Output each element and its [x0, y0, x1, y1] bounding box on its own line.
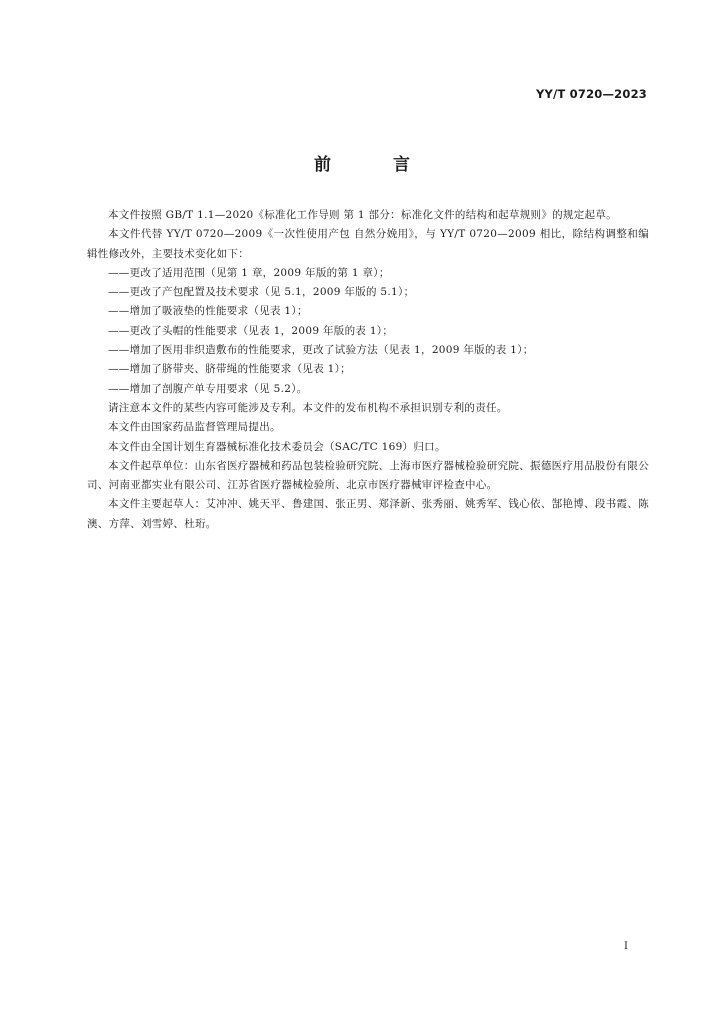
- paragraph-drafting-rule: 本文件按照 GB/T 1.1—2020《标准化工作导则 第 1 部分：标准化文件的结构和起草规则》的规定起草。: [108, 209, 617, 221]
- page-title: 前 言: [314, 155, 438, 175]
- foreword-body: [87, 206, 649, 534]
- change-item: ——更改了产包配置及技术要求（见 5.1，2009 年版的 5.1）；: [108, 286, 415, 299]
- document-code: YY/T 0720—2023: [535, 87, 647, 101]
- page-number: I: [624, 941, 628, 952]
- change-item: ——更改了适用范围（见第 1 章，2009 年版的第 1 章）；: [108, 266, 390, 279]
- paragraph-drafters: 本文件主要起草人：艾冲冲、姚天平、鲁建国、张正男、郑泽新、张秀丽、姚秀军、钱心依、郜艳博、段书霞、陈澳、方萍、刘雪婷、杜珩。: [87, 498, 649, 530]
- change-item: ——增加了剖腹产单专用要求（见 5.2）。: [108, 382, 308, 395]
- change-item: ——更改了头帽的性能要求（见表 1，2009 年版的表 1）；: [108, 324, 394, 337]
- paragraph-patent-notice: 请注意本文件的某些内容可能涉及专利。本文件的发布机构不承担识别专利的责任。: [108, 401, 508, 414]
- change-item: ——增加了吸液垫的性能要求（见表 1）；: [108, 305, 308, 318]
- paragraph-committee: 本文件由全国计划生育器械标准化技术委员会（SAC/TC 169）归口。: [108, 440, 446, 453]
- change-item: ——增加了医用非织造敷布的性能要求，更改了试验方法（见表 1，2009 年版的表 1）；: [108, 344, 534, 357]
- paragraph-replacement: 本文件代替 YY/T 0720—2009《一次性使用产包 自然分娩用》，与 YY/T 0720—2009 相比，除结构调整和编辑性修改外，主要技术变化如下：: [87, 228, 649, 260]
- change-item: ——增加了脐带夹、脐带绳的性能要求（见表 1）；: [108, 363, 351, 376]
- paragraph-drafting-units: 本文件起草单位：山东省医疗器械和药品包装检验研究院、上海市医疗器械检验研究院、振德医疗用品股份有限公司、河南亚都实业有限公司、江苏省医疗器械检验所、北京市医疗器械审评检查中心。: [87, 459, 649, 492]
- paragraph-proposer: 本文件由国家药品监督管理局提出。: [108, 421, 281, 434]
